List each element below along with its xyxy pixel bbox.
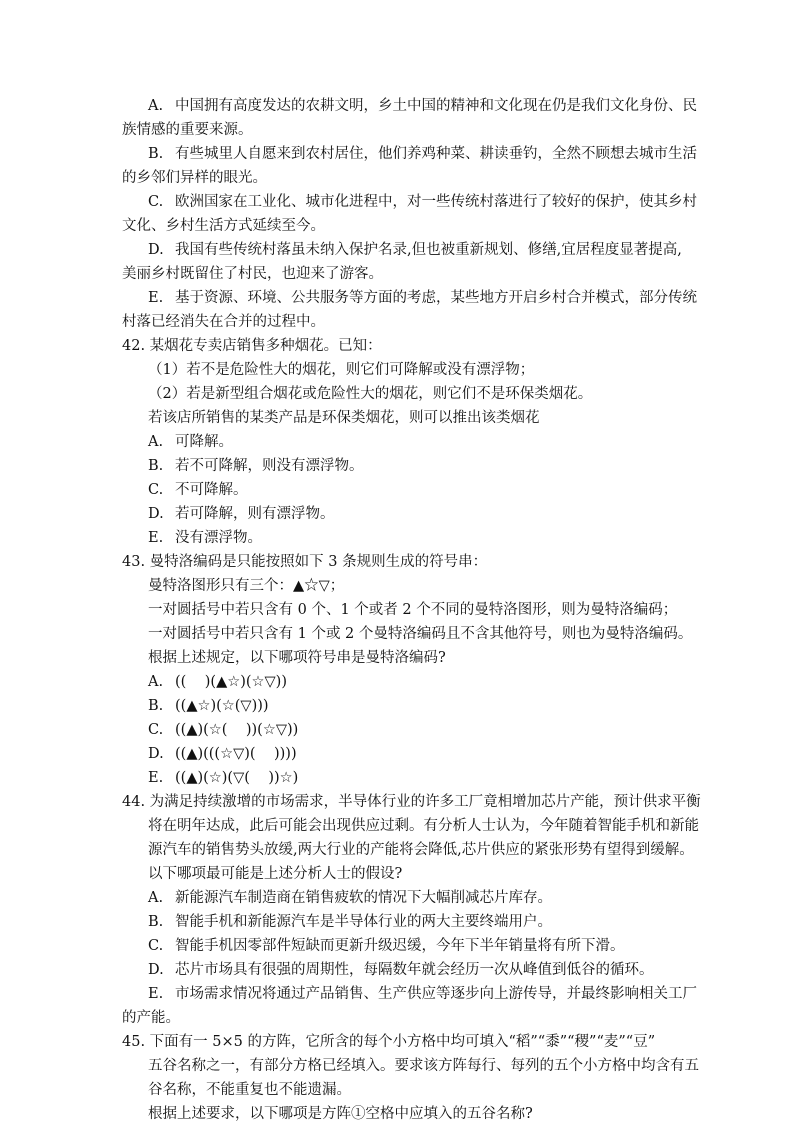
q43-question: 根据上述规定，以下哪项符号串是曼特洛编码? [148, 650, 446, 666]
q44-question: 以下哪项最可能是上述分析人士的假设? [148, 866, 403, 882]
q41-option-c-line2: 文化、乡村生活方式延续至今。 [122, 218, 325, 234]
q42-condition-1: （1）若不是危险性大的烟花，则它们可降解或没有漂浮物； [148, 362, 535, 378]
q42-option-e: E. 没有漂浮物。 [148, 530, 262, 546]
q41-option-b-line2: 的乡邻们异样的眼光。 [122, 170, 267, 186]
q44-option-e-line1: E. 市场需求情况将通过产品销售、生产供应等逐步向上游传导，并最终影响相关工厂 [148, 986, 697, 1002]
q42-option-d: D. 若可降解，则有漂浮物。 [148, 506, 335, 522]
q44-stem-line3: 源汽车的销售势头放缓,两大行业的产能将会降低,芯片供应的紧张形势有望得到缓解。 [148, 842, 694, 858]
q43-option-b: B. ((▲☆)(☆(▽))) [148, 698, 269, 714]
q41-option-d-line1: D. 我国有些传统村落虽未纳入保护名录,但也被重新规划、修缮,宜居程度显著提高, [148, 242, 682, 258]
q43-stem: 43. 曼特洛编码是只能按照如下 3 条规则生成的符号串： [122, 554, 488, 570]
q42-question: 若该店所销售的某类产品是环保类烟花，则可以推出该类烟花 [148, 410, 540, 426]
q42-condition-2: （2）若是新型组合烟花或危险性大的烟花，则它们不是环保类烟花。 [148, 386, 593, 402]
q44-option-c: C. 智能手机因零部件短缺而更新升级迟缓，今年下半年销量将有所下滑。 [148, 938, 625, 954]
q44-option-b: B. 智能手机和新能源汽车是半导体行业的两大主要终端用户。 [148, 914, 552, 930]
q43-rule-3: 一对圆括号中若只含有 1 个或 2 个曼特洛编码且不含其他符号，则也为曼特洛编码。 [148, 626, 693, 642]
q42-option-a: A. 可降解。 [148, 434, 233, 450]
q41-option-d-line2: 美丽乡村既留住了村民，也迎来了游客。 [122, 266, 383, 282]
q41-option-a-line2: 族情感的重要来源。 [122, 122, 253, 138]
q43-option-d: D. ((▲)(((☆▽)( )))) [148, 746, 297, 762]
q44-option-a: A. 新能源汽车制造商在销售疲软的情况下大幅削减芯片库存。 [148, 890, 552, 906]
q41-option-e-line1: E. 基于资源、环境、公共服务等方面的考虑，某些地方开启乡村合并模式，部分传统 [148, 290, 697, 306]
q44-option-e-line2: 的产能。 [122, 1010, 180, 1026]
q42-stem: 42. 某烟花专卖店销售多种烟花。已知： [122, 338, 382, 354]
q42-option-b: B. 若不可降解，则没有漂浮物。 [148, 458, 364, 474]
q43-option-e: E. ((▲)(☆)(▽( ))☆) [148, 770, 299, 786]
q41-option-a-line1: A. 中国拥有高度发达的农耕文明，乡土中国的精神和文化现在仍是我们文化身份、民 [148, 98, 697, 114]
q45-stem-line1: 45. 下面有一 5×5 的方阵，它所含的每个小方格中均可填入“稻”“黍”“稷”“麦”“豆” [122, 1034, 656, 1050]
q43-rule-2: 一对圆括号中若只含有 0 个、1 个或者 2 个不同的曼特洛图形，则为曼特洛编码； [148, 602, 678, 618]
q41-option-b-line1: B. 有些城里人自愿来到农村居住，他们养鸡种菜、耕读垂钓，全然不顾想去城市生活 [148, 146, 697, 162]
q45-stem-line3: 谷名称，不能重复也不能遗漏。 [148, 1082, 351, 1098]
q41-option-e-line2: 村落已经消失在合并的过程中。 [122, 314, 325, 330]
q41-option-c-line1: C. 欧洲国家在工业化、城市化进程中，对一些传统村落进行了较好的保护，使其乡村 [148, 194, 697, 210]
q45-stem-line2: 五谷名称之一，有部分方格已经填入。要求该方阵每行、每列的五个小方格中均含有五 [148, 1058, 699, 1074]
q43-rule-1: 曼特洛图形只有三个：▲☆▽； [148, 578, 345, 594]
q44-stem-line2: 将在明年达成，此后可能会出现供应过剩。有分析人士认为，今年随着智能手机和新能 [148, 818, 699, 834]
q44-stem-line1: 44. 为满足持续激增的市场需求，半导体行业的许多工厂竟相增加芯片产能，预计供求平衡 [122, 794, 701, 810]
q43-option-c: C. ((▲)(☆( ))(☆▽)) [148, 722, 299, 738]
q43-option-a: A. (( )(▲☆)(☆▽)) [148, 674, 287, 690]
q42-option-c: C. 不可降解。 [148, 482, 248, 498]
q45-question: 根据上述要求，以下哪项是方阵①空格中应填入的五谷名称? [148, 1106, 533, 1122]
q44-option-d: D. 芯片市场具有很强的周期性，每隔数年就会经历一次从峰值到低谷的循环。 [148, 962, 654, 978]
